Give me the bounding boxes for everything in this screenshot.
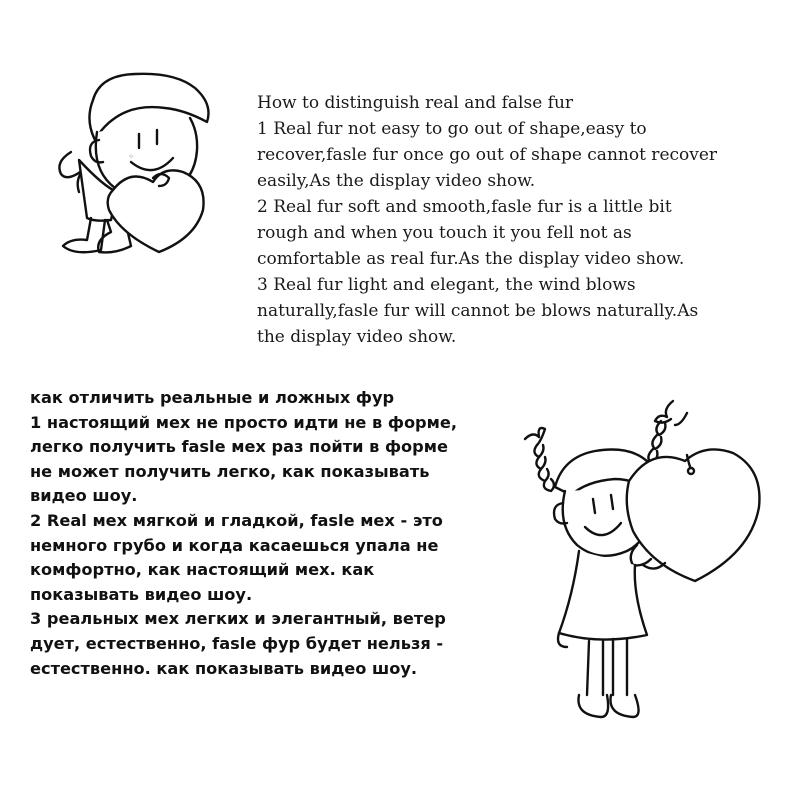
russian-line: комфортно, как настоящий мех. как <box>30 560 375 580</box>
english-title: How to distinguish real and false fur <box>257 93 574 113</box>
english-line: comfortable as real fur.As the display video show. <box>257 249 685 269</box>
russian-line: легко получить fasle мех раз пойти в форме <box>30 437 448 457</box>
english-line: easily,As the display video show. <box>257 171 536 191</box>
heart <box>108 170 204 252</box>
left-pigtail <box>525 428 554 491</box>
russian-line: 1 настоящий мех не просто идти не в форме, <box>30 412 458 432</box>
russian-line: дует, естественно, fasle фур будет нельзя - <box>30 633 444 653</box>
russian-title: как отличить реальные и ложных фур <box>30 388 395 407</box>
english-line: 1 Real fur not easy to go out of shape,easy to <box>257 119 647 139</box>
english-instructions <box>257 90 757 350</box>
boy-with-heart-illustration <box>35 70 245 265</box>
russian-line: 2 Real мех мягкой и гладкой, fasle мех - это <box>30 510 443 530</box>
right-pigtail <box>648 401 687 463</box>
russian-line: не может получить легко, как показывать <box>30 461 430 481</box>
russian-instructions <box>30 386 510 681</box>
english-line: 2 Real fur soft and smooth,fasle fur is a little bit <box>257 197 672 217</box>
girl-with-heart-illustration <box>515 395 780 765</box>
english-line: 3 Real fur light and elegant, the wind blows <box>257 275 636 295</box>
english-line: naturally,fasle fur will cannot be blows naturally.As <box>257 301 699 321</box>
english-line: recover,fasle fur once go out of shape cannot recover <box>257 145 718 165</box>
russian-line: немного грубо и когда касаешься упала не <box>30 535 439 555</box>
russian-line: показывать видео шоу. <box>30 584 253 604</box>
russian-line: видео шоу. <box>30 486 138 506</box>
english-line: the display video show. <box>257 327 457 347</box>
russian-line: естественно. как показывать видео шоу. <box>30 658 418 678</box>
russian-line: 3 реальных мех легких и элегантный, ветер <box>30 609 446 629</box>
english-line: rough and when you touch it you fell not as <box>257 223 632 243</box>
